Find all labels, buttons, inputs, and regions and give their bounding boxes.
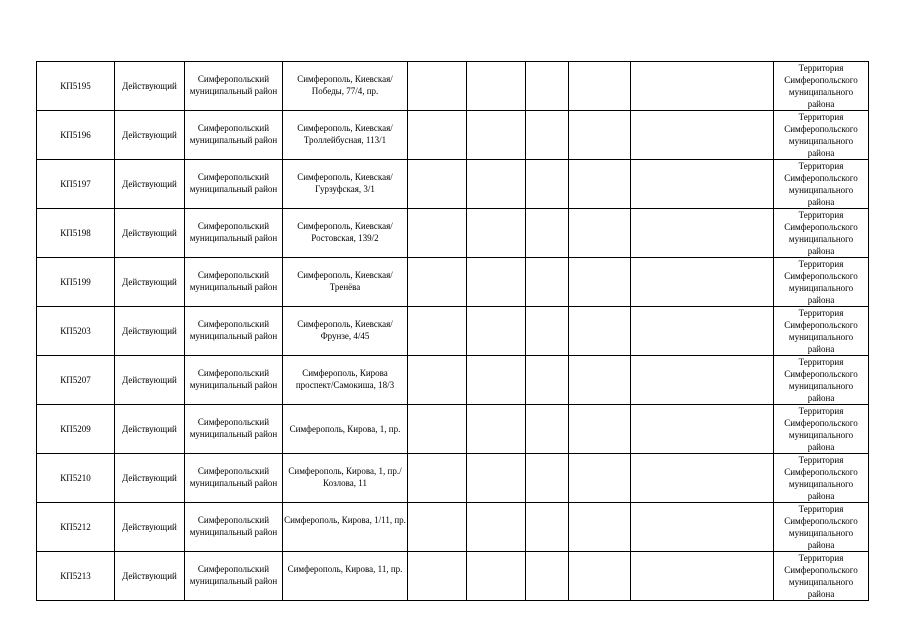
cell-address: Симферополь, Кирова, 11, пр. (283, 552, 408, 601)
table-row (37, 356, 869, 405)
cell-code: КП5196 (37, 111, 115, 160)
cell-empty (467, 62, 526, 111)
cell-empty (569, 258, 631, 307)
cell-municipality: Симферопольский муниципальный район (185, 160, 283, 209)
cell-empty (467, 160, 526, 209)
cell-empty (408, 552, 467, 601)
table-row (37, 405, 869, 454)
cell-address: Симферополь, Киевская/Ростовская, 139/2 (283, 209, 408, 258)
cell-empty (631, 405, 774, 454)
cell-empty (526, 552, 569, 601)
cell-territory: Территория Симферопольского муниципального района (774, 405, 869, 454)
cell-code: КП5203 (37, 307, 115, 356)
cell-empty (526, 307, 569, 356)
cell-municipality: Симферопольский муниципальный район (185, 405, 283, 454)
cell-empty (631, 454, 774, 503)
cell-empty (569, 356, 631, 405)
cell-empty (526, 503, 569, 552)
cell-code: КП5199 (37, 258, 115, 307)
cell-code: КП5212 (37, 503, 115, 552)
cell-empty (408, 307, 467, 356)
cell-empty (631, 258, 774, 307)
table-row (37, 62, 869, 111)
cell-address: Симферополь, Кирова проспект/Самокиша, 18/3 (283, 356, 408, 405)
cell-municipality: Симферопольский муниципальный район (185, 454, 283, 503)
cell-territory: Территория Симферопольского муниципального района (774, 111, 869, 160)
cell-empty (631, 209, 774, 258)
cell-status: Действующий (115, 356, 185, 405)
table-row (37, 209, 869, 258)
cell-empty (526, 356, 569, 405)
cell-status: Действующий (115, 454, 185, 503)
cell-empty (569, 62, 631, 111)
cell-empty (569, 209, 631, 258)
cell-status: Действующий (115, 111, 185, 160)
cell-code: КП5197 (37, 160, 115, 209)
cell-territory: Территория Симферопольского муниципального района (774, 552, 869, 601)
cell-status: Действующий (115, 160, 185, 209)
cell-municipality: Симферопольский муниципальный район (185, 356, 283, 405)
cell-municipality: Симферопольский муниципальный район (185, 552, 283, 601)
cell-empty (408, 454, 467, 503)
cell-empty (526, 258, 569, 307)
cell-empty (467, 258, 526, 307)
cell-status: Действующий (115, 209, 185, 258)
table-row (37, 258, 869, 307)
cell-empty (467, 111, 526, 160)
cell-empty (569, 307, 631, 356)
cell-empty (467, 356, 526, 405)
cell-municipality: Симферопольский муниципальный район (185, 62, 283, 111)
registry-table-body (37, 62, 869, 601)
cell-empty (526, 160, 569, 209)
cell-empty (631, 356, 774, 405)
cell-code: КП5213 (37, 552, 115, 601)
cell-empty (569, 405, 631, 454)
cell-empty (631, 160, 774, 209)
cell-empty (631, 503, 774, 552)
cell-territory: Территория Симферопольского муниципального района (774, 209, 869, 258)
cell-empty (569, 503, 631, 552)
cell-territory: Территория Симферопольского муниципального района (774, 503, 869, 552)
cell-empty (467, 454, 526, 503)
cell-address: Симферополь, Киевская/Троллейбусная, 113/1 (283, 111, 408, 160)
cell-municipality: Симферопольский муниципальный район (185, 209, 283, 258)
cell-territory: Территория Симферопольского муниципального района (774, 160, 869, 209)
cell-territory: Территория Симферопольского муниципального района (774, 258, 869, 307)
cell-address: Симферополь, Киевская/Победы, 77/4, пр. (283, 62, 408, 111)
cell-status: Действующий (115, 503, 185, 552)
table-row (37, 552, 869, 601)
cell-status: Действующий (115, 405, 185, 454)
cell-territory: Территория Симферопольского муниципального района (774, 62, 869, 111)
cell-municipality: Симферопольский муниципальный район (185, 307, 283, 356)
cell-empty (526, 111, 569, 160)
cell-empty (408, 503, 467, 552)
cell-status: Действующий (115, 62, 185, 111)
cell-status: Действующий (115, 307, 185, 356)
cell-empty (631, 111, 774, 160)
cell-address: Симферополь, Киевская/Гурзуфская, 3/1 (283, 160, 408, 209)
table-row (37, 160, 869, 209)
cell-empty (467, 503, 526, 552)
cell-code: КП5210 (37, 454, 115, 503)
cell-empty (569, 160, 631, 209)
cell-empty (526, 405, 569, 454)
cell-address: Симферополь, Киевская/Фрунзе, 4/45 (283, 307, 408, 356)
cell-status: Действующий (115, 258, 185, 307)
cell-territory: Территория Симферопольского муниципального района (774, 307, 869, 356)
registry-table (36, 61, 869, 601)
cell-code: КП5195 (37, 62, 115, 111)
cell-empty (526, 62, 569, 111)
cell-empty (569, 552, 631, 601)
table-row (37, 111, 869, 160)
table-row (37, 503, 869, 552)
cell-empty (467, 209, 526, 258)
cell-empty (408, 160, 467, 209)
cell-empty (467, 307, 526, 356)
cell-address: Симферополь, Кирова, 1/11, пр. (283, 503, 408, 552)
cell-empty (526, 209, 569, 258)
cell-empty (408, 356, 467, 405)
table-row (37, 454, 869, 503)
cell-status: Действующий (115, 552, 185, 601)
cell-empty (631, 307, 774, 356)
cell-address: Симферополь, Кирова, 1, пр./Козлова, 11 (283, 454, 408, 503)
cell-code: КП5198 (37, 209, 115, 258)
cell-territory: Территория Симферопольского муниципального района (774, 454, 869, 503)
cell-empty (467, 552, 526, 601)
cell-empty (569, 454, 631, 503)
cell-empty (467, 405, 526, 454)
cell-municipality: Симферопольский муниципальный район (185, 111, 283, 160)
table-row (37, 307, 869, 356)
cell-address: Симферополь, Киевская/Тренёва (283, 258, 408, 307)
cell-empty (526, 454, 569, 503)
cell-empty (408, 111, 467, 160)
cell-municipality: Симферопольский муниципальный район (185, 503, 283, 552)
cell-code: КП5209 (37, 405, 115, 454)
cell-empty (408, 405, 467, 454)
cell-empty (631, 62, 774, 111)
cell-empty (408, 62, 467, 111)
cell-empty (569, 111, 631, 160)
cell-municipality: Симферопольский муниципальный район (185, 258, 283, 307)
cell-empty (631, 552, 774, 601)
cell-empty (408, 209, 467, 258)
cell-empty (408, 258, 467, 307)
cell-code: КП5207 (37, 356, 115, 405)
cell-address: Симферополь, Кирова, 1, пр. (283, 405, 408, 454)
cell-territory: Территория Симферопольского муниципального района (774, 356, 869, 405)
